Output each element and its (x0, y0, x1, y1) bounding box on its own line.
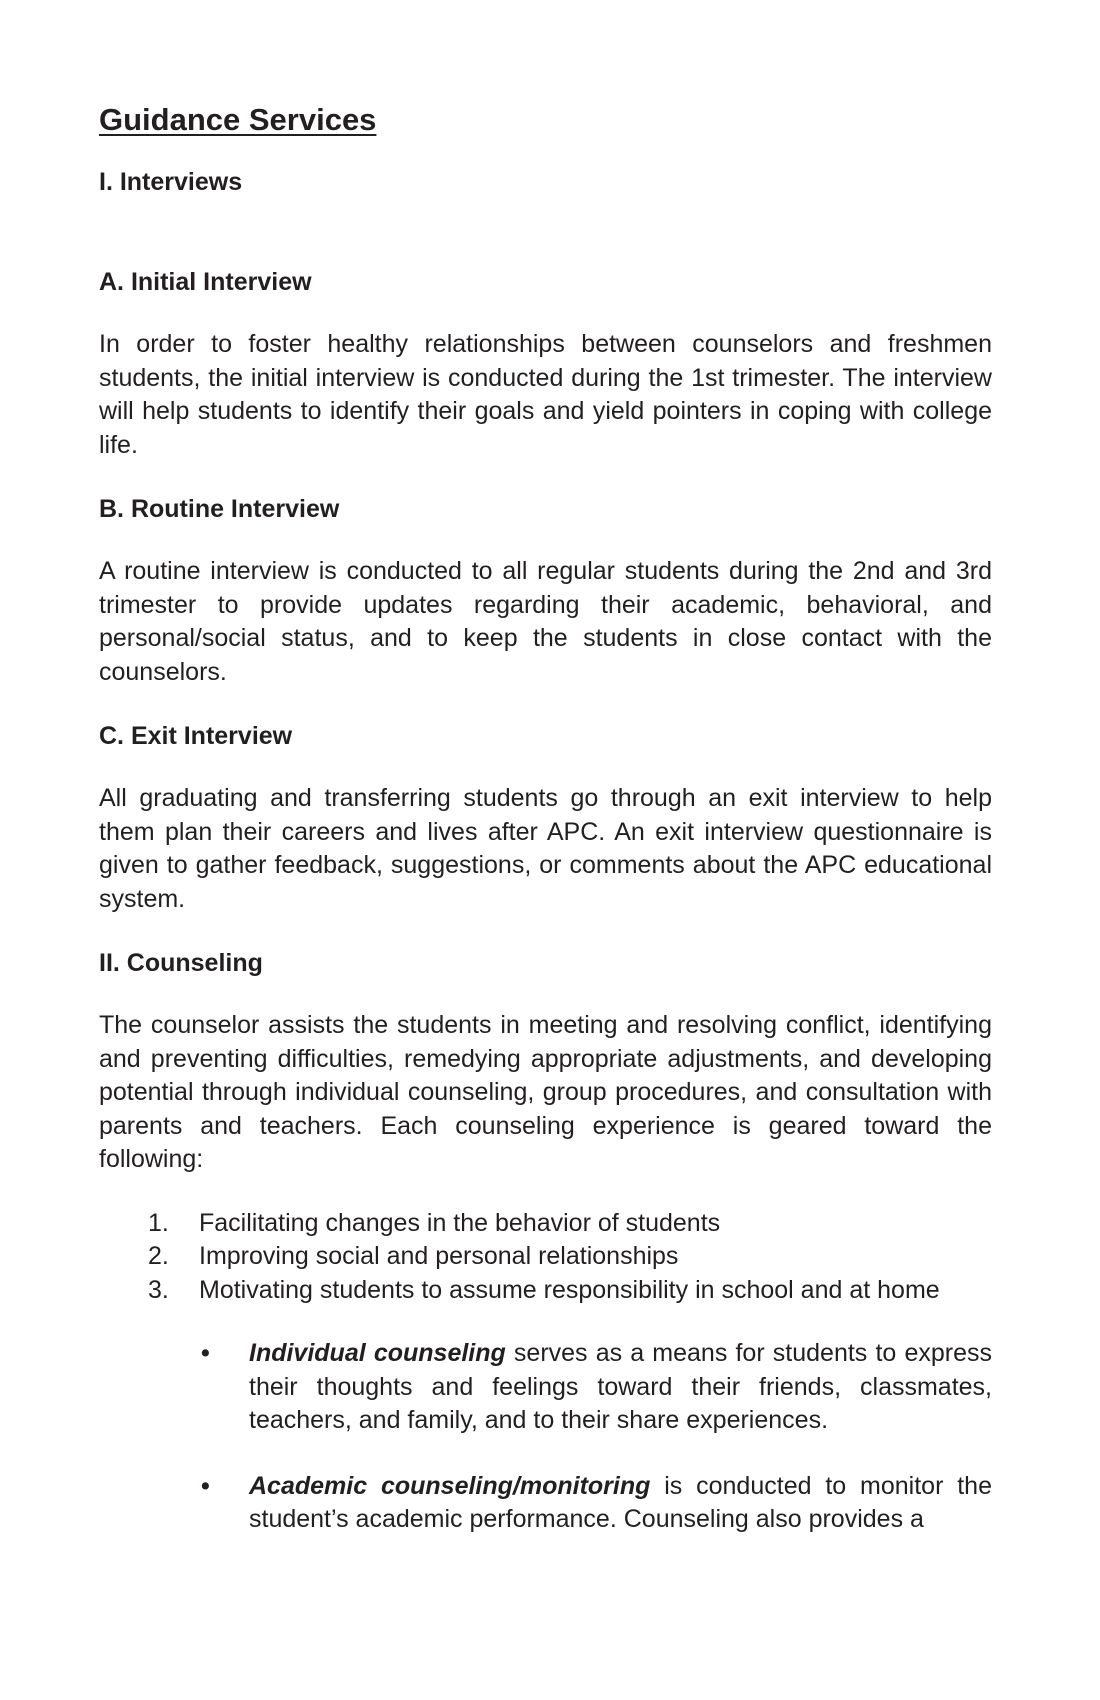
list-item (99, 1240, 992, 1274)
subsection-heading-initial-interview: A. Initial Interview (99, 268, 312, 296)
list-item-number: 1. (148, 1208, 169, 1237)
subsection-heading-exit-interview: C. Exit Interview (99, 722, 293, 750)
paragraph-exit-interview: All graduating and transferring students go through an exit interview to help them plan their careers and lives after APC. An exit interview questionnaire is given to gather feedback, suggestions, or comments about the APC educational system. (99, 784, 992, 913)
document-page (99, 96, 992, 1537)
counseling-types-list (99, 1337, 992, 1537)
paragraph-routine-interview: A routine interview is conducted to all regular students during the 2nd and 3rd trimester to provide updates regarding their academic, behavioral, and personal/social status, and to keep the students in close contact with the counselors. (99, 557, 992, 686)
list-item-number: 3. (148, 1275, 169, 1304)
term-description: serves as a means for students to express their thoughts and feelings toward their friends, classmates, teachers, and family, and to their share experiences. (249, 1339, 992, 1434)
bullet-icon: • (201, 1471, 210, 1500)
counseling-goals-list (99, 1207, 992, 1308)
page-title: Guidance Services (99, 102, 377, 137)
bullet-icon: • (201, 1339, 210, 1367)
term-description: is conducted to monitor the student’s academic performance. Counseling also provides a (249, 1471, 992, 1533)
paragraph-counseling: The counselor assists the students in meeting and resolving conflict, identifying and preventing difficulties, remedying appropriate adjustments, and developing potential through individual counseling, group procedures, and consultation with parents and teachers. Each counseling experience is geared toward the following: (99, 1011, 992, 1173)
list-item (99, 1337, 992, 1438)
list-item-text: Motivating students to assume responsibility in school and at home (199, 1275, 940, 1304)
list-item-number: 2. (148, 1242, 169, 1270)
list-item-text: Facilitating changes in the behavior of students (199, 1208, 721, 1237)
list-item (99, 1470, 992, 1537)
list-item (99, 1274, 992, 1308)
section-heading-counseling: II. Counseling (99, 949, 263, 977)
paragraph-initial-interview: In order to foster healthy relationships between counselors and freshmen students, the initial interview is conducted during the 1st trimester. The interview will help students to identify their goals and yield pointers in coping with college life. (99, 330, 992, 459)
section-heading-interviews: I. Interviews (99, 168, 243, 196)
term-individual-counseling: Individual counseling (249, 1339, 506, 1367)
term-academic-counseling: Academic counseling/monitoring (249, 1471, 651, 1500)
list-item-text: Improving social and personal relationships (199, 1242, 679, 1270)
list-item (99, 1207, 992, 1241)
subsection-heading-routine-interview: B. Routine Interview (99, 495, 340, 523)
